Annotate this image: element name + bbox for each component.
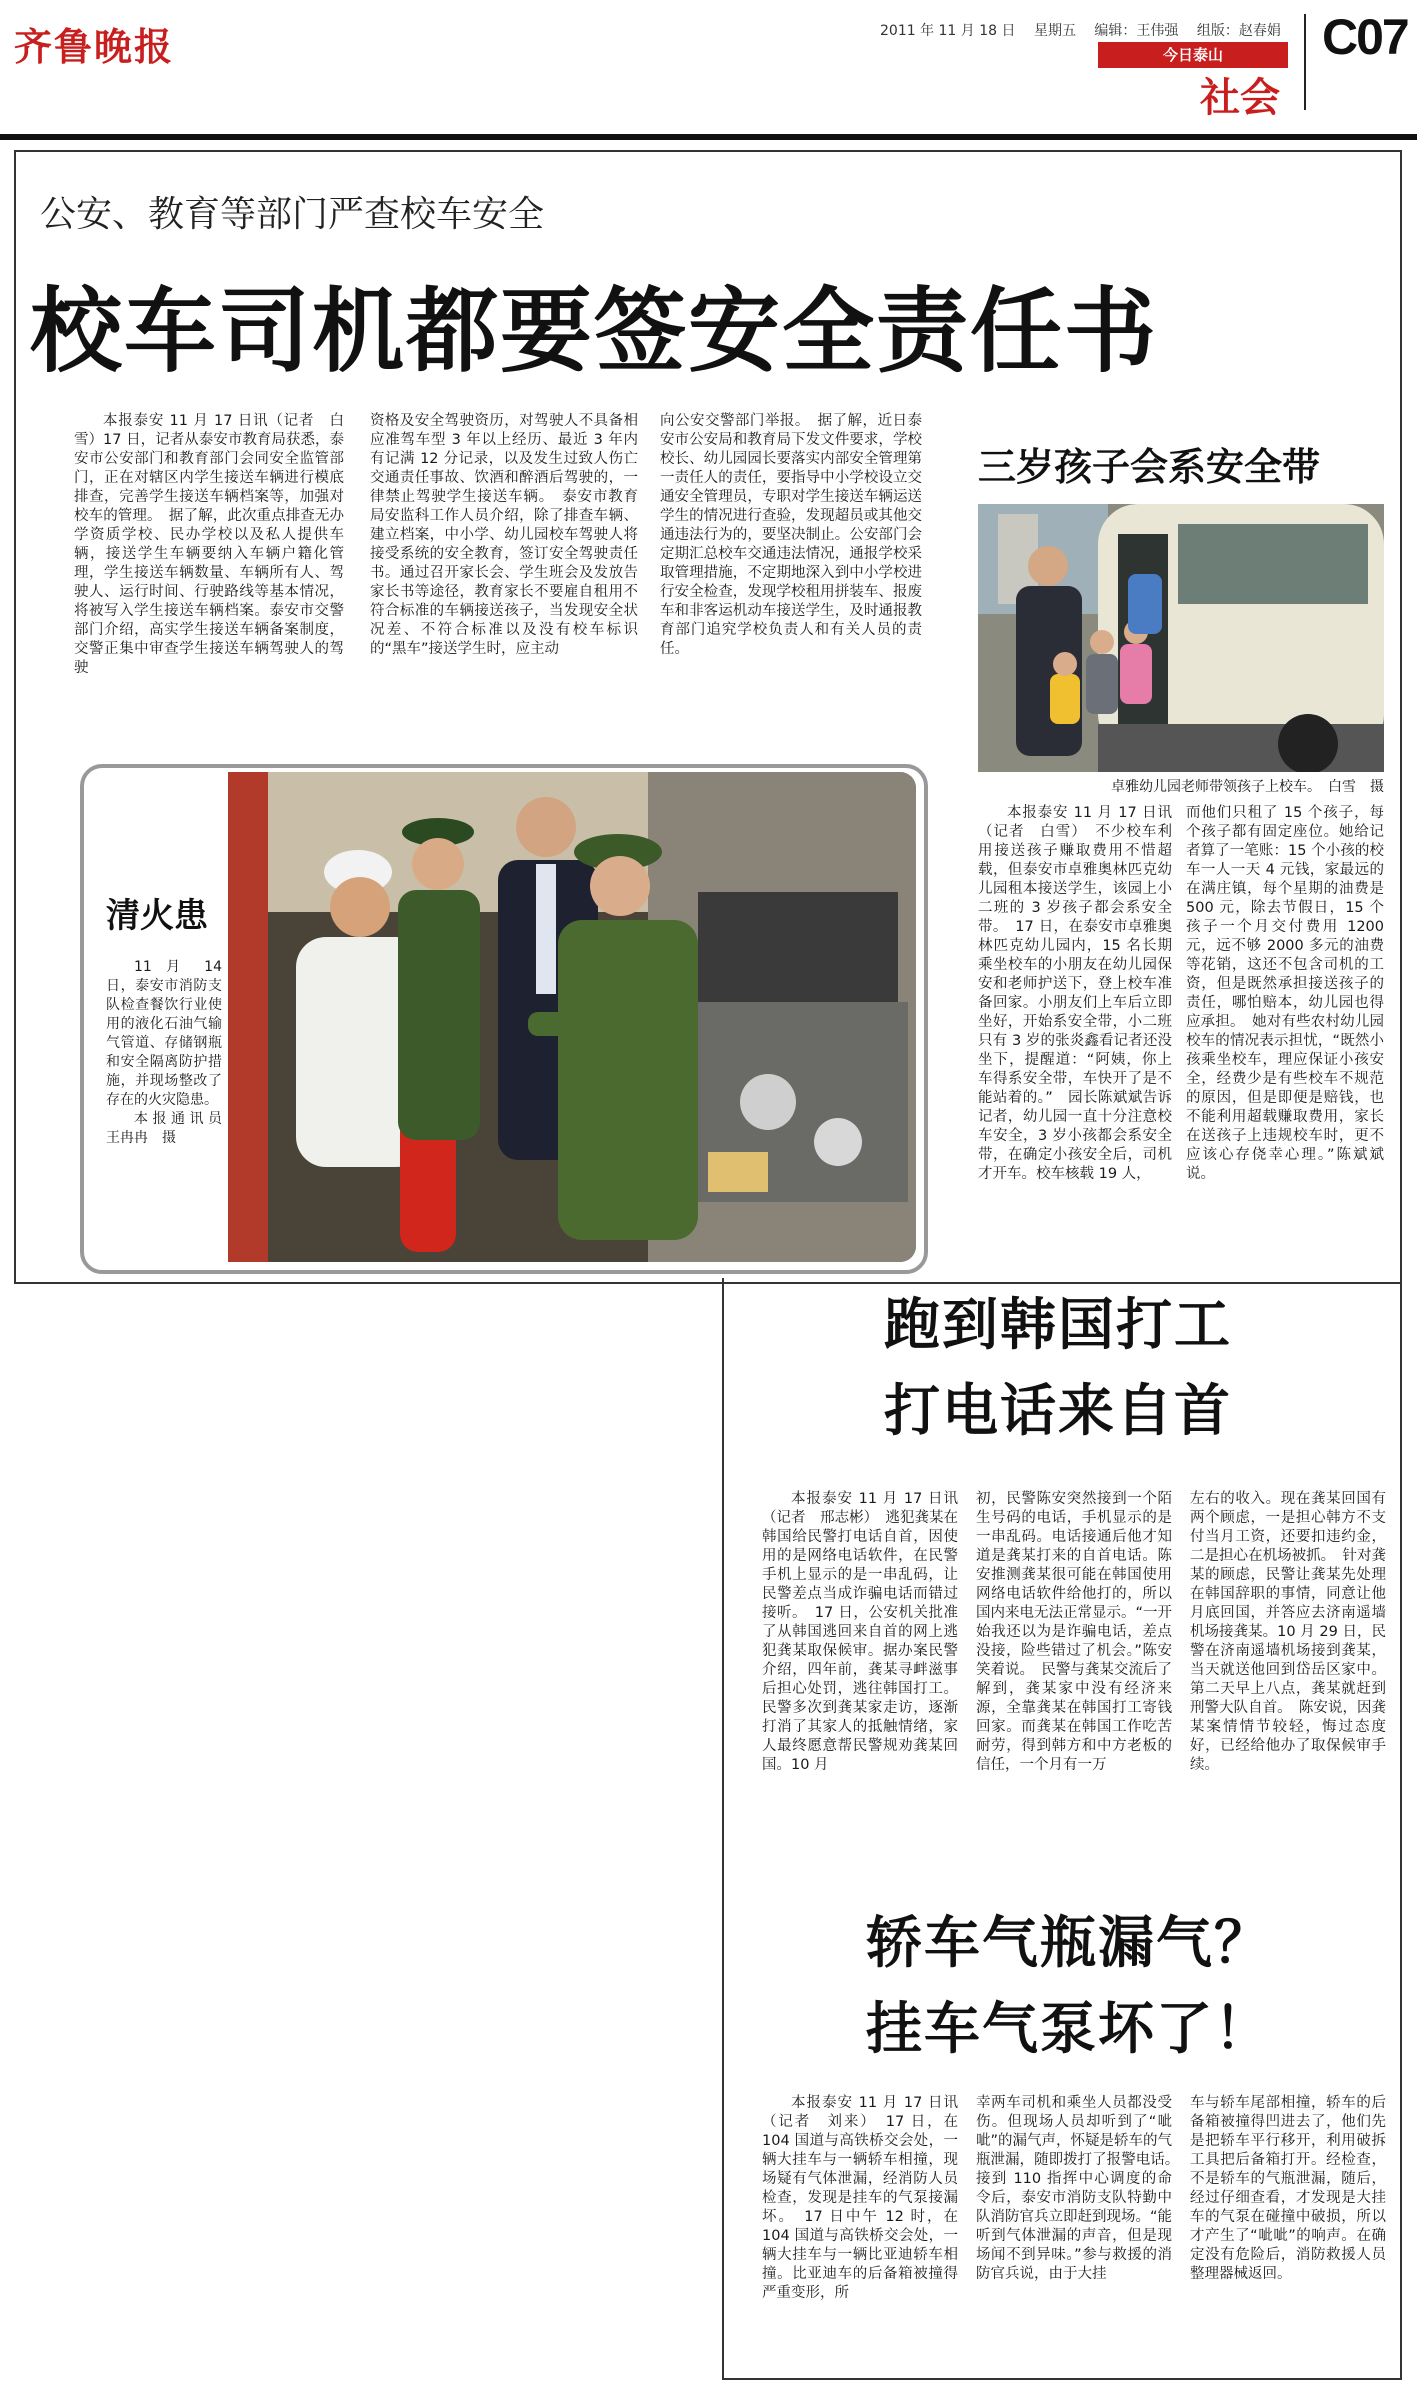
korea-column-2 xyxy=(976,1490,1172,1775)
seatbelt-photo-caption: 卓雅幼儿园老师带领孩子上校车。 白雪 摄 xyxy=(1111,779,1384,795)
lead-column-1-text: 本报泰安 11 月 17 日讯（记者 白雪）17 日，记者从泰安市教育局获悉，泰安市公安部门和教育部门会同安全监管部门，正在对辖区内学生接送车辆进行模底排查，完善学生接送车辆档案等，加强对校车的管理。 据了解，此次重点排查无办学资质学校、民办学校以及私人提供车辆，接送学生车辆要纳入车辆户籍化管理，学生接送车辆数量、车辆所有人、驾驶人、运行时间、行驶路线等基本情况，将被写入学生接送车辆档案。泰安市交警部门介绍，高实学生接送车辆备案制度，交警正集中审查学生接送车辆驾驶人的驾驶 xyxy=(74,413,344,676)
lead-column-3-text: 向公安交警部门举报。 据了解，近日泰安市公安局和教育局下发文件要求，学校校长、幼儿园园长要落实内部安全管理第一责任人的责任，要指导中小学校设立交通安全管理员，专职对学生接送车辆运送学生的情况进行查验，发现超员或其他交通违法行为的，要坚决制止。公安部门会定期汇总校车交通违法情况，通报学校采取管理措施，不定期地深入到中小学校进行安全检查，发现学校租用拼装车、报废车和非客运机动车接送学生，及时通报教育部门追究学校负责人和有关人员的责任。 xyxy=(660,413,922,657)
korea-column-1 xyxy=(762,1490,958,1775)
korea-column-2-text: 初，民警陈安突然接到一个陌生号码的电话，手机显示的是一串乱码。电话接通后他才知道是龚某打来的自首电话。陈安推测龚某很可能在韩国使用网络电话软件给他打的，所以国内来电无法正常显示。“一开始我还以为是诈骗电话，差点没接，险些错过了机会。”陈安笑着说。 民警与龚某交流后了解到，龚某家中没有经济来源，全靠龚某在韩国打工寄钱回家。而龚某在韩国工作吃苦耐劳，得到韩方和中方老板的信任，一个月有一万 xyxy=(976,1491,1173,1773)
layout-credit: 组版：赵春娟 xyxy=(1196,23,1281,39)
seatbelt-column-2 xyxy=(1186,804,1384,1184)
korea-column-3 xyxy=(1190,1490,1386,1775)
fire-check-text: 11 月 14 日，泰安市消防支队检查餐饮行业使用的液化石油气输气管道、存储钢瓶和安全隔离防护措施，并现场整改了存在的火灾隐患。 xyxy=(106,959,222,1108)
newspaper-logo: 齐鲁晚报 xyxy=(14,24,175,69)
car-headline-line-2: 挂车气泵坏了！ xyxy=(866,1996,1272,2062)
car-column-2 xyxy=(976,2094,1187,2284)
seatbelt-photo xyxy=(978,504,1384,772)
korea-headline-line-1: 跑到韩国打工 xyxy=(884,1292,1232,1358)
korea-headline-line-2: 打电话来自首 xyxy=(884,1378,1232,1444)
fire-check-caption xyxy=(106,958,222,1148)
seatbelt-headline: 三岁孩子会系安全带 xyxy=(978,444,1321,489)
masthead-divider xyxy=(1304,14,1306,110)
car-headline xyxy=(866,1900,1272,2072)
school-bus-illustration xyxy=(978,504,1384,772)
lead-headline: 校车司机都要签安全责任书 xyxy=(30,277,1159,385)
seatbelt-column-2-text: 而他们只租了 15 个孩子，每个孩子都有固定座位。她给记者算了一笔账：15 个小孩的校车一人一天 4 元钱，家最远的在满庄镇，每个星期的油费是 500 元，除去节假日，15 个孩子一个月交付费用 1200 元，远不够 2000 多元的油费等花销，这还不包含司机的工资，但是既然承担接送孩子的责任，哪怕赔本，幼儿园也得应承担。 她对有些农村幼儿园校车的情况表示担忧，“既然小孩乘坐校车，理应保证小孩安全，经费少是有些校车不规范的原因，但是即便是赔钱，也不能利用超载赚取费用，家长在送孩子上违规校车时，更不应该心存侥幸心理。”陈斌斌说。 xyxy=(1186,805,1384,1182)
fire-check-photo xyxy=(228,772,916,1262)
fire-check-illustration xyxy=(228,772,916,1262)
section-name: 社会 xyxy=(1200,74,1280,121)
fire-check-title: 清火患 xyxy=(106,896,208,936)
korea-headline xyxy=(884,1282,1232,1454)
lead-column-2-text: 资格及安全驾驶资历，对驾驶人不具备相应准驾车型 3 年以上经历、最近 3 年内有记满 12 分记录，以及发生过致人伤亡交通责任事故、饮酒和醉酒后驾驶的，一律禁止驾驶学生接送车辆。 泰安市教育局安监科工作人员介绍，除了排查车辆、建立档案，中小学、幼儿园校车驾驶人将接受系统的安全教育，签订安全驾驶责任书。通过召开家长会、学生班会及发放告家长书等途径，教育家长不要雇自租用不符合标准的车辆接送孩子，当发现安全状况差、不符合标准以及没有校车标识的“黑车”接送学生时，应主动 xyxy=(370,413,638,657)
editor-credit: 编辑：王伟强 xyxy=(1094,23,1179,39)
seatbelt-column-1-text: 本报泰安 11 月 17 日讯（记者 白雪） 不少校车利用接送孩子赚取费用不惜超载，但泰安市卓雅奥林匹克幼儿园租本接送学生，该园上小二班的 3 岁孩子都会系安全带。 17 日，在泰安市卓雅奥林匹克幼儿园内，15 名长期乘坐校车的小朋友在幼儿园保安和老师护送下，登上校车准备回家。小朋友们上车后立即坐好，开始系安全带，小二班只有 3 岁的张炎鑫看记者还没坐下，提醒道：“阿姨，你上车得系安全带，车快开了是不能站着的。” 园长陈斌斌告诉记者，幼儿园一直十分注意校车安全，3 岁小孩都会系安全带，在确定小孩安全后，司机才开车。校车核载 19 人， xyxy=(978,805,1172,1182)
car-column-3 xyxy=(1190,2094,1386,2284)
lead-column-3 xyxy=(660,412,922,659)
car-column-1-text: 本报泰安 11 月 17 日讯（记者 刘来） 17 日，在 104 国道与高铁桥交会处，一辆大挂车与一辆轿车相撞，现场疑有气体泄漏，经消防人员检查，发现是挂车的气泵接漏坏。 17 日中午 12 时，在 104 国道与高铁桥交会处，一辆大挂车与一辆比亚迪轿车相撞。比亚迪车的后备箱被撞得严重变形，所 xyxy=(762,2095,958,2301)
lead-kicker: 公安、教育等部门严查校车安全 xyxy=(40,194,545,235)
masthead-rule xyxy=(0,134,1417,140)
dateline xyxy=(880,20,1295,40)
seatbelt-column-1 xyxy=(978,804,1172,1184)
korea-column-1-text: 本报泰安 11 月 17 日讯（记者 邢志彬） 逃犯龚某在韩国给民警打电话自首，因使用的是网络电话软件，在民警手机上显示的是一串乱码，让民警差点当成诈骗电话而错过接听。 17 日，公安机关批准了从韩国逃回来自首的网上逃犯龚某取保候审。据办案民警介绍，四年前，龚某寻衅滋事后担心处罚，逃往韩国打工。民警多次到龚某家走访，逐渐打消了其家人的抵触情绪，家人最终愿意帮民警规劝龚某回国。10 月 xyxy=(762,1491,958,1773)
fire-check-credit: 本报通讯员 王冉冉 摄 xyxy=(106,1111,222,1146)
car-column-3-text: 车与轿车尾部相撞，轿车的后备箱被撞得凹进去了，他们先是把轿车平行移开，利用破拆工具把后备箱打开。经检查，不是轿车的气瓶泄漏，随后，经过仔细查看，才发现是大挂车的气泵在碰撞中破损，所以才产生了“呲呲”的响声。在确定没有危险后，消防救援人员整理器械返回。 xyxy=(1190,2095,1386,2282)
issue-date: 2011 年 11 月 18 日 xyxy=(880,23,1016,39)
lead-column-2 xyxy=(370,412,638,659)
issue-weekday: 星期五 xyxy=(1033,23,1076,39)
car-column-1 xyxy=(762,2094,958,2303)
lead-column-1 xyxy=(74,412,344,678)
korea-column-3-text: 左右的收入。现在龚某回国有两个顾虑，一是担心韩方不支付当月工资，还要扣违约金，二是担心在机场被抓。 针对龚某的顾虑，民警让龚某先处理在韩国辞职的事情，同意让他月底回国，并答应去济南遥墙机场接龚某。10 月 29 日，民警在济南遥墙机场接到龚某，当天就送他回到岱岳区家中。第二天早上八点，龚某就赶到刑警大队自首。 陈安说，因龚某案情情节较轻，悔过态度好，已经给他办了取保候审手续。 xyxy=(1190,1491,1386,1773)
page-number: C07 xyxy=(1322,9,1408,65)
car-headline-line-1: 轿车气瓶漏气？ xyxy=(866,1910,1272,1976)
edition-label: 今日泰山 xyxy=(1098,42,1288,68)
car-column-2-text: 幸两车司机和乘坐人员都没受伤。但现场人员却听到了“呲呲”的漏气声，怀疑是轿车的气瓶泄漏，随即拨打了报警电话。 接到 110 指挥中心调度的命令后，泰安市消防支队特勤中队消防官兵立即赶到现场。“能听到气体泄漏的声音，但是现场闻不到异味。”参与救援的消防官兵说，由于大挂 xyxy=(976,2095,1187,2282)
